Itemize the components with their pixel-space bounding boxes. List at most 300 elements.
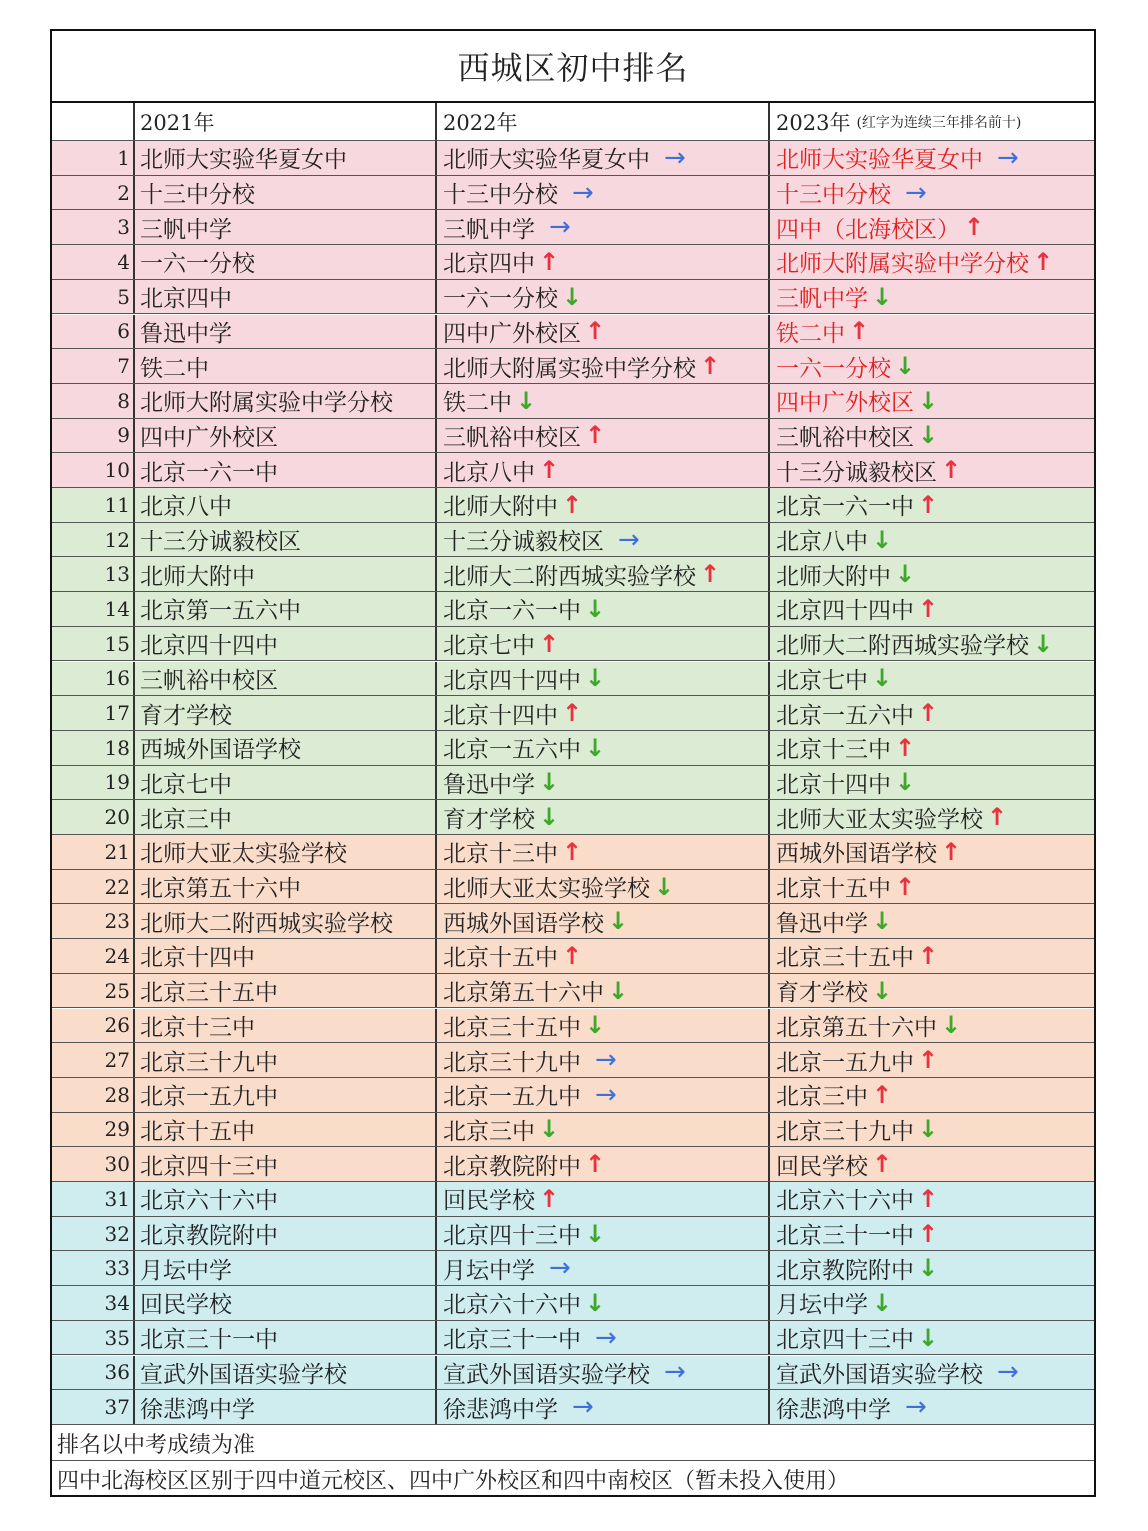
rank-cell [52,835,135,869]
school-2022-cell [437,1356,770,1390]
school-2021-cell [135,696,437,730]
school-2022-cell [437,141,770,175]
arrow-down-icon: ↓ [895,768,916,797]
arrow-down-icon: ↓ [941,1011,962,1040]
table-row [52,245,1094,280]
header-2023-note: (红字为连续三年排名前十) [856,114,1022,131]
school-2022-cell-text: 北京一五六中 [443,737,581,764]
header-rank-cell [52,103,135,140]
rank-cell-text: 18 [104,735,130,760]
school-2023-cell-text: 北京七中 [776,667,868,694]
school-2022-cell [437,939,770,973]
school-2022-cell [437,662,770,696]
rank-cell [52,315,135,349]
school-2021-cell [135,349,437,383]
rank-cell [52,1321,135,1355]
table-row [52,280,1094,315]
arrow-up-icon: ↑ [918,490,939,519]
school-2022-cell [437,1182,770,1216]
rank-cell-text: 4 [117,249,130,274]
arrow-up-icon: ↑ [700,560,721,589]
header-2021: 2021年 [135,103,437,140]
school-2022-cell-text: 回民学校 [443,1188,535,1215]
school-2023-cell-text: 北京三十五中 [776,945,914,972]
arrow-down-icon: ↓ [918,421,939,450]
school-2021-cell [135,453,437,487]
arrow-down-icon: ↓ [872,1288,893,1317]
school-2021-cell [135,488,437,522]
arrow-up-icon: ↑ [918,1219,939,1248]
rank-cell-text: 29 [104,1117,130,1142]
school-2021-cell-text: 北京四中 [140,286,232,313]
arrow-down-icon: ↓ [585,1219,606,1248]
rank-cell-text: 12 [104,527,130,552]
school-2022-cell-text: 北师大附属实验中学分校 [443,355,696,382]
header-2023 [770,103,1096,140]
table-row [52,315,1094,350]
school-2022-cell-text: 北京四中 [443,251,535,278]
school-2021-cell-text: 西城外国语学校 [140,737,301,764]
table-row [52,384,1094,419]
school-2022-cell [437,1286,770,1320]
school-2023-cell [770,1043,1096,1077]
rank-cell-text: 36 [104,1360,130,1385]
arrow-up-icon: ↑ [918,594,939,623]
rank-cell [52,488,135,522]
school-2022-cell-text: 北京七中 [443,633,535,660]
school-2021-cell-text: 北京三十九中 [140,1049,278,1076]
school-2022-cell-text: 十三中分校 [443,182,558,209]
school-2022-cell [437,1043,770,1077]
school-2021-cell-text: 北京六十六中 [140,1188,278,1215]
school-2022-cell-text: 北京八中 [443,459,535,486]
table-row [52,1356,1094,1391]
school-2022-cell [437,384,770,418]
school-2021-cell-text: 北京三十一中 [140,1327,278,1354]
school-2023-cell [770,315,1096,349]
arrow-down-icon: ↓ [608,976,629,1005]
arrow-down-icon: ↓ [918,1254,939,1283]
school-2021-cell-text: 十三中分校 [140,182,255,209]
school-2022-cell-text: 三帆裕中校区 [443,424,581,451]
rank-cell [52,1251,135,1285]
arrow-down-icon: ↓ [895,352,916,381]
rank-cell-text: 27 [104,1048,130,1073]
table-row [52,1390,1094,1425]
ranking-table-frame [50,29,1096,1497]
school-2022-cell [437,1217,770,1251]
arrow-down-icon: ↓ [539,768,560,797]
footer-note-1: 排名以中考成绩为准 [52,1427,1094,1461]
arrow-down-icon: ↓ [872,664,893,693]
school-2022-cell [437,1390,770,1424]
school-2022-cell-text: 徐悲鸿中学 [443,1396,558,1423]
rank-cell-text: 13 [104,562,130,587]
arrow-down-icon: ↓ [872,282,893,311]
rank-cell-text: 35 [104,1325,130,1350]
arrow-down-icon: ↓ [872,525,893,554]
school-2021-cell-text: 徐悲鸿中学 [140,1396,255,1423]
school-2021-cell [135,1147,437,1181]
rank-cell [52,662,135,696]
arrow-down-icon: ↓ [539,803,560,832]
school-2022-cell-text: 北京四十三中 [443,1223,581,1250]
rank-cell-text: 21 [104,839,130,864]
school-2021-cell [135,731,437,765]
school-2022-cell [437,557,770,591]
rank-cell [52,1182,135,1216]
school-2023-cell-text: 北师大附中 [776,563,891,590]
school-2023-cell [770,592,1096,626]
school-2022-cell-text: 北京三十九中 [443,1049,581,1076]
page-title: 西城区初中排名 [52,31,1094,103]
school-2023-cell-text: 北京十四中 [776,771,891,798]
school-2023-cell-text: 铁二中 [776,320,845,347]
rank-cell-text: 9 [117,423,130,448]
school-2022-cell [437,315,770,349]
school-2021-cell [135,419,437,453]
school-2021-cell [135,904,437,938]
rank-cell-text: 11 [104,492,130,517]
school-2021-cell [135,1356,437,1390]
school-2023-cell-text: 宣武外国语实验学校 [776,1361,983,1388]
school-2021-cell [135,870,437,904]
school-2022-cell-text: 北京十五中 [443,945,558,972]
table-row [52,1251,1094,1286]
school-2023-cell [770,1113,1096,1147]
school-2023-cell-text: 三帆裕中校区 [776,424,914,451]
school-2022-cell [437,1078,770,1112]
rank-cell [52,1147,135,1181]
rank-cell [52,766,135,800]
school-2023-cell [770,1147,1096,1181]
footer-note-2: 四中北海校区区别于四中道元校区、四中广外校区和四中南校区（暂未投入使用） [57,1468,850,1494]
table-row [52,1147,1094,1182]
arrow-up-icon: ↑ [895,872,916,901]
school-2023-cell [770,1009,1096,1043]
school-2021-cell-text: 北师大亚太实验学校 [140,841,347,868]
arrow-up-icon: ↑ [895,733,916,762]
school-2023-cell-text: 鲁迅中学 [776,910,868,937]
school-2022-cell [437,210,770,244]
rank-cell-text: 19 [104,770,130,795]
arrow-right-icon: → [595,1322,617,1353]
school-2022-cell [437,766,770,800]
arrow-up-icon: ↑ [562,699,583,728]
rank-cell-text: 30 [104,1152,130,1177]
school-2023-cell-text: 北京八中 [776,529,868,556]
school-2022-cell-text: 鲁迅中学 [443,771,535,798]
school-2022-cell [437,835,770,869]
rank-cell [52,1390,135,1424]
school-2022-cell-text: 铁二中 [443,390,512,417]
school-2023-cell-text: 北京十五中 [776,876,891,903]
rank-cell [52,1009,135,1043]
arrow-up-icon: ↑ [562,490,583,519]
table-row [52,349,1094,384]
school-2021-cell-text: 十三分诚毅校区 [140,529,301,556]
school-2022-cell-text: 四中广外校区 [443,320,581,347]
school-2023-cell [770,835,1096,869]
school-2021-cell-text: 月坛中学 [140,1257,232,1284]
rank-cell [52,627,135,661]
school-2022-cell [437,1113,770,1147]
rank-cell [52,870,135,904]
school-2021-cell [135,974,437,1008]
school-2023-cell [770,662,1096,696]
rank-cell [52,1356,135,1390]
rank-cell-text: 6 [117,319,130,344]
school-2023-cell [770,766,1096,800]
school-2021-cell [135,1217,437,1251]
table-row [52,1009,1094,1044]
rank-cell-text: 22 [104,874,130,899]
school-2022-cell-text: 一六一分校 [443,286,558,313]
table-row [52,1182,1094,1217]
table-row [52,870,1094,905]
rank-cell-text: 10 [104,458,130,483]
school-2021-cell [135,1182,437,1216]
school-2022-cell-text: 月坛中学 [443,1257,535,1284]
arrow-up-icon: ↑ [918,941,939,970]
school-2021-cell-text: 北京七中 [140,771,232,798]
table-row [52,835,1094,870]
school-2023-cell [770,800,1096,834]
school-2021-cell-text: 北京十三中 [140,1014,255,1041]
rank-cell [52,1043,135,1077]
table-row [52,1217,1094,1252]
school-2021-cell [135,315,437,349]
school-2022-cell [437,696,770,730]
arrow-down-icon: ↓ [585,594,606,623]
school-2021-cell-text: 北师大二附西城实验学校 [140,910,393,937]
header-2023-label: 2023年 [776,110,851,135]
school-2022-cell-text: 西城外国语学校 [443,910,604,937]
school-2021-cell-text: 北京四十三中 [140,1153,278,1180]
rank-cell-text: 14 [104,596,130,621]
arrow-right-icon: → [997,142,1019,173]
school-2023-cell [770,176,1096,210]
school-2021-cell [135,627,437,661]
school-2022-cell-text: 三帆中学 [443,216,535,243]
rank-cell [52,557,135,591]
table-row [52,1286,1094,1321]
school-2021-cell-text: 铁二中 [140,355,209,382]
school-2022-cell [437,349,770,383]
arrow-up-icon: ↑ [539,247,560,276]
arrow-up-icon: ↑ [539,456,560,485]
arrow-up-icon: ↑ [941,837,962,866]
school-2022-cell-text: 十三分诚毅校区 [443,529,604,556]
school-2023-cell-text: 三帆中学 [776,286,868,313]
rank-cell [52,974,135,1008]
school-2022-cell [437,870,770,904]
school-2021-cell [135,245,437,279]
rank-cell [52,419,135,453]
school-2022-cell-text: 北京十四中 [443,702,558,729]
table-row [52,1078,1094,1113]
school-2021-cell-text: 北京第一五六中 [140,598,301,625]
table-row [52,176,1094,211]
school-2022-cell [437,280,770,314]
school-2022-cell [437,245,770,279]
school-2023-cell-text: 北师大二附西城实验学校 [776,633,1029,660]
school-2021-cell [135,1286,437,1320]
school-2023-cell [770,1251,1096,1285]
school-2023-cell-text: 北师大亚太实验学校 [776,806,983,833]
school-2022-cell-text: 宣武外国语实验学校 [443,1361,650,1388]
school-2023-cell [770,1217,1096,1251]
school-2021-cell-text: 北京一六一中 [140,459,278,486]
arrow-right-icon: → [618,524,640,555]
school-2023-cell-text: 北京一六一中 [776,494,914,521]
school-2021-cell-text: 北京第五十六中 [140,876,301,903]
rank-cell [52,141,135,175]
table-row [52,419,1094,454]
school-2022-cell-text: 北京六十六中 [443,1292,581,1319]
rank-cell [52,349,135,383]
school-2022-cell [437,1147,770,1181]
school-2023-cell-text: 北京第五十六中 [776,1014,937,1041]
arrow-down-icon: ↓ [585,733,606,762]
rank-cell [52,800,135,834]
table-row [52,627,1094,662]
table-row [52,210,1094,245]
school-2023-cell [770,627,1096,661]
school-2023-cell [770,904,1096,938]
school-2023-cell [770,210,1096,244]
school-2021-cell-text: 宣武外国语实验学校 [140,1361,347,1388]
table-row [52,974,1094,1009]
arrow-right-icon: → [572,177,594,208]
arrow-down-icon: ↓ [585,1011,606,1040]
rank-cell-text: 37 [104,1395,130,1420]
arrow-up-icon: ↑ [872,1080,893,1109]
school-2023-cell-text: 北师大附属实验中学分校 [776,251,1029,278]
school-2023-cell-text: 北京六十六中 [776,1188,914,1215]
arrow-down-icon: ↓ [516,386,537,415]
school-2023-cell [770,939,1096,973]
arrow-down-icon: ↓ [872,907,893,936]
school-2023-cell [770,453,1096,487]
school-2021-cell-text: 北京四十四中 [140,633,278,660]
rank-cell-text: 3 [117,215,130,240]
rank-cell [52,696,135,730]
school-2021-cell [135,280,437,314]
rank-cell-text: 16 [104,666,130,691]
school-2022-cell [437,974,770,1008]
school-2021-cell [135,939,437,973]
rank-cell-text: 8 [117,388,130,413]
school-2021-cell [135,1009,437,1043]
school-2021-cell-text: 北京三十五中 [140,980,278,1007]
school-2021-cell-text: 北京一五九中 [140,1084,278,1111]
school-2022-cell-text: 北京三十一中 [443,1327,581,1354]
school-2022-cell-text: 北师大附中 [443,494,558,521]
arrow-up-icon: ↑ [562,837,583,866]
school-2021-cell [135,384,437,418]
school-2023-cell [770,1356,1096,1390]
school-2023-cell [770,1078,1096,1112]
school-2022-cell-text: 北京四十四中 [443,667,581,694]
school-2021-cell-text: 四中广外校区 [140,424,278,451]
school-2023-cell-text: 十三中分校 [776,182,891,209]
school-2023-cell [770,1321,1096,1355]
school-2023-cell-text: 回民学校 [776,1153,868,1180]
school-2023-cell-text: 北京十三中 [776,737,891,764]
rank-cell-text: 32 [104,1221,130,1246]
arrow-up-icon: ↑ [539,629,560,658]
rank-cell [52,176,135,210]
arrow-up-icon: ↑ [964,213,985,242]
school-2022-cell-text: 育才学校 [443,806,535,833]
table-row [52,939,1094,974]
school-2022-cell-text: 北京一五九中 [443,1084,581,1111]
rank-cell-text: 2 [117,180,130,205]
rank-cell [52,904,135,938]
arrow-up-icon: ↑ [918,699,939,728]
school-2023-cell [770,419,1096,453]
school-2021-cell-text: 北师大附中 [140,563,255,590]
school-2022-cell [437,523,770,557]
school-2021-cell [135,662,437,696]
school-2023-cell-text: 四中（北海校区） [776,216,960,243]
school-2023-cell-text: 一六一分校 [776,355,891,382]
arrow-down-icon: ↓ [918,1323,939,1352]
school-2023-cell [770,557,1096,591]
school-2023-cell [770,384,1096,418]
school-2023-cell [770,696,1096,730]
arrow-right-icon: → [549,1253,571,1284]
arrow-down-icon: ↓ [585,1288,606,1317]
school-2021-cell-text: 一六一分校 [140,251,255,278]
school-2022-cell-text: 北师大亚太实验学校 [443,876,650,903]
school-2023-cell [770,870,1096,904]
school-2022-cell [437,1321,770,1355]
school-2021-cell [135,1251,437,1285]
school-2022-cell [437,1251,770,1285]
school-2021-cell-text: 三帆裕中校区 [140,667,278,694]
table-row [52,731,1094,766]
table-row [52,904,1094,939]
table-row [52,141,1094,176]
school-2021-cell-text: 鲁迅中学 [140,320,232,347]
rank-cell [52,1286,135,1320]
rank-cell [52,280,135,314]
rank-cell [52,453,135,487]
arrow-up-icon: ↑ [872,1150,893,1179]
table-row [52,592,1094,627]
arrow-up-icon: ↑ [585,421,606,450]
arrow-down-icon: ↓ [1033,629,1054,658]
school-2021-cell-text: 三帆中学 [140,216,232,243]
arrow-right-icon: → [595,1045,617,1076]
arrow-down-icon: ↓ [918,386,939,415]
arrow-down-icon: ↓ [539,1115,560,1144]
rank-cell-text: 33 [104,1256,130,1281]
rank-cell [52,1078,135,1112]
arrow-up-icon: ↑ [585,1150,606,1179]
school-2022-cell [437,800,770,834]
school-2021-cell [135,1043,437,1077]
rank-cell-text: 20 [104,805,130,830]
school-2021-cell [135,141,437,175]
rank-cell-text: 31 [104,1186,130,1211]
rank-cell [52,523,135,557]
rank-cell-text: 7 [117,354,130,379]
school-2023-cell-text: 北京三十九中 [776,1118,914,1145]
arrow-right-icon: → [572,1392,594,1423]
